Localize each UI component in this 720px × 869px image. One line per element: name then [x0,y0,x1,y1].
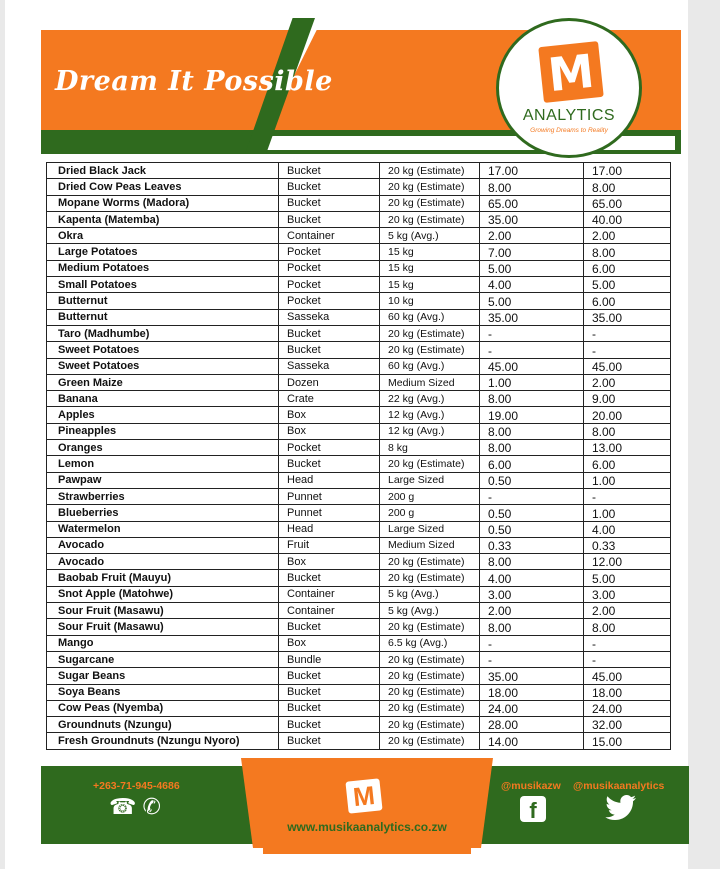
footer-facebook-handle[interactable]: @musikazw [501,780,561,792]
product-cell: Lemon [47,456,279,472]
unit-cell: Bucket [279,179,380,195]
unit-cell: Sasseka [279,358,380,374]
quantity-cell: 20 kg (Estimate) [380,163,480,179]
high-price-cell: 8.00 [584,179,671,195]
unit-cell: Pocket [279,440,380,456]
table-row [47,505,671,521]
quantity-cell: 20 kg (Estimate) [380,700,480,716]
table-row [47,651,671,667]
table-row [47,293,671,309]
high-price-cell: - [584,325,671,341]
low-price-cell: 17.00 [480,163,584,179]
unit-cell: Bundle [279,651,380,667]
high-price-cell: 6.00 [584,260,671,276]
product-cell: Sweet Potatoes [47,358,279,374]
unit-cell: Box [279,407,380,423]
table-row [47,521,671,537]
low-price-cell: 8.00 [480,179,584,195]
low-price-cell: 0.50 [480,472,584,488]
low-price-cell: 6.00 [480,456,584,472]
footer-contact-icons [109,794,161,820]
unit-cell: Pocket [279,293,380,309]
table-row [47,391,671,407]
footer-twitter-handle[interactable]: @musikaanalytics [573,780,665,792]
footer-logo-letter: M [351,779,377,813]
high-price-cell: 2.00 [584,374,671,390]
low-price-cell: 35.00 [480,668,584,684]
high-price-cell: 6.00 [584,456,671,472]
low-price-cell: 7.00 [480,244,584,260]
brand-name: ANALYTICS [522,107,616,124]
unit-cell: Dozen [279,374,380,390]
low-price-cell: 14.00 [480,733,584,749]
product-cell: Pineapples [47,423,279,439]
quantity-cell: 200 g [380,505,480,521]
unit-cell: Crate [279,391,380,407]
brand-logo-letter: M [545,43,597,103]
product-cell: Blueberries [47,505,279,521]
unit-cell: Box [279,635,380,651]
high-price-cell: 65.00 [584,195,671,211]
unit-cell: Container [279,586,380,602]
high-price-cell: 45.00 [584,668,671,684]
table-row [47,717,671,733]
quantity-cell: Medium Sized [380,374,480,390]
quantity-cell: 60 kg (Avg.) [380,309,480,325]
high-price-cell: 5.00 [584,570,671,586]
table-row [47,733,671,749]
product-cell: Groundnuts (Nzungu) [47,717,279,733]
low-price-cell: 24.00 [480,700,584,716]
quantity-cell: 20 kg (Estimate) [380,211,480,227]
product-cell: Sugar Beans [47,668,279,684]
price-sheet-page [5,0,688,869]
product-cell: Avocado [47,537,279,553]
high-price-cell: 35.00 [584,309,671,325]
low-price-cell: 2.00 [480,228,584,244]
product-cell: Banana [47,391,279,407]
quantity-cell: 15 kg [380,260,480,276]
product-cell: Mango [47,635,279,651]
low-price-cell: - [480,651,584,667]
low-price-cell: 18.00 [480,684,584,700]
table-row [47,342,671,358]
table-row [47,537,671,553]
table-row [47,684,671,700]
high-price-cell: 3.00 [584,586,671,602]
table-row [47,700,671,716]
quantity-cell: 20 kg (Estimate) [380,554,480,570]
product-cell: Pawpaw [47,472,279,488]
quantity-cell: 20 kg (Estimate) [380,684,480,700]
low-price-cell: 28.00 [480,717,584,733]
unit-cell: Bucket [279,211,380,227]
high-price-cell: 12.00 [584,554,671,570]
low-price-cell: 19.00 [480,407,584,423]
product-cell: Oranges [47,440,279,456]
quantity-cell: 20 kg (Estimate) [380,570,480,586]
high-price-cell: 32.00 [584,717,671,733]
high-price-cell: 2.00 [584,603,671,619]
unit-cell: Bucket [279,570,380,586]
unit-cell: Bucket [279,195,380,211]
table-row [47,260,671,276]
quantity-cell: 20 kg (Estimate) [380,195,480,211]
quantity-cell: 20 kg (Estimate) [380,619,480,635]
low-price-cell: 4.00 [480,277,584,293]
table-row [47,358,671,374]
product-cell: Small Potatoes [47,277,279,293]
low-price-cell: 1.00 [480,374,584,390]
table-row [47,440,671,456]
footer-phone: +263-71-945-4686 [93,780,180,792]
high-price-cell: 2.00 [584,228,671,244]
product-cell: Okra [47,228,279,244]
price-table-body [47,163,671,750]
product-cell: Dried Cow Peas Leaves [47,179,279,195]
product-cell: Dried Black Jack [47,163,279,179]
low-price-cell: - [480,325,584,341]
high-price-cell: 17.00 [584,163,671,179]
quantity-cell: 15 kg [380,244,480,260]
brand-logo-icon [538,41,604,103]
unit-cell: Sasseka [279,309,380,325]
quantity-cell: 12 kg (Avg.) [380,423,480,439]
high-price-cell: 15.00 [584,733,671,749]
product-cell: Taro (Madhumbe) [47,325,279,341]
table-row [47,554,671,570]
high-price-cell: - [584,635,671,651]
low-price-cell: 8.00 [480,554,584,570]
unit-cell: Fruit [279,537,380,553]
table-row [47,277,671,293]
table-row [47,619,671,635]
unit-cell: Head [279,521,380,537]
quantity-cell: 200 g [380,488,480,504]
unit-cell: Punnet [279,488,380,504]
quantity-cell: 20 kg (Estimate) [380,717,480,733]
quantity-cell: 20 kg (Estimate) [380,733,480,749]
footer-website-link[interactable]: www.musikaanalytics.co.zw [287,820,447,834]
table-row [47,325,671,341]
low-price-cell: 45.00 [480,358,584,374]
quantity-cell: 5 kg (Avg.) [380,586,480,602]
high-price-cell: 1.00 [584,505,671,521]
quantity-cell: 20 kg (Estimate) [380,668,480,684]
quantity-cell: Large Sized [380,521,480,537]
price-table [46,162,671,750]
low-price-cell: - [480,342,584,358]
table-row [47,488,671,504]
high-price-cell: 1.00 [584,472,671,488]
unit-cell: Box [279,554,380,570]
twitter-icon[interactable] [605,794,637,822]
table-row [47,456,671,472]
table-row [47,309,671,325]
quantity-cell: 20 kg (Estimate) [380,651,480,667]
product-cell: Medium Potatoes [47,260,279,276]
quantity-cell: 20 kg (Estimate) [380,456,480,472]
high-price-cell: - [584,342,671,358]
product-cell: Sour Fruit (Masawu) [47,603,279,619]
high-price-cell: 9.00 [584,391,671,407]
product-cell: Large Potatoes [47,244,279,260]
table-row [47,570,671,586]
product-cell: Fresh Groundnuts (Nzungu Nyoro) [47,733,279,749]
high-price-cell: 24.00 [584,700,671,716]
high-price-cell: 6.00 [584,293,671,309]
table-row [47,407,671,423]
low-price-cell: 35.00 [480,211,584,227]
table-row [47,423,671,439]
quantity-cell: 10 kg [380,293,480,309]
low-price-cell: 5.00 [480,293,584,309]
unit-cell: Bucket [279,342,380,358]
table-row [47,163,671,179]
quantity-cell: 20 kg (Estimate) [380,179,480,195]
low-price-cell: 0.33 [480,537,584,553]
brand-tagline: Growing Dreams to Reality [530,127,608,134]
product-cell: Kapenta (Matemba) [47,211,279,227]
quantity-cell: 12 kg (Avg.) [380,407,480,423]
high-price-cell: 8.00 [584,244,671,260]
header-tagline: Dream It Possible [55,66,333,97]
quantity-cell: Medium Sized [380,537,480,553]
high-price-cell: 8.00 [584,423,671,439]
product-cell: Apples [47,407,279,423]
low-price-cell: 8.00 [480,440,584,456]
footer-logo-icon [345,778,382,813]
unit-cell: Head [279,472,380,488]
product-cell: Watermelon [47,521,279,537]
product-cell: Soya Beans [47,684,279,700]
table-row [47,374,671,390]
high-price-cell: 5.00 [584,277,671,293]
product-cell: Snot Apple (Matohwe) [47,586,279,602]
high-price-cell: 4.00 [584,521,671,537]
low-price-cell: 8.00 [480,619,584,635]
quantity-cell: 20 kg (Estimate) [380,342,480,358]
unit-cell: Bucket [279,163,380,179]
low-price-cell: 65.00 [480,195,584,211]
low-price-cell: 0.50 [480,505,584,521]
high-price-cell: 0.33 [584,537,671,553]
low-price-cell: 2.00 [480,603,584,619]
low-price-cell: 8.00 [480,423,584,439]
product-cell: Cow Peas (Nyemba) [47,700,279,716]
high-price-cell: 45.00 [584,358,671,374]
table-row [47,244,671,260]
high-price-cell: 8.00 [584,619,671,635]
low-price-cell: 3.00 [480,586,584,602]
table-row [47,179,671,195]
low-price-cell: - [480,635,584,651]
product-cell: Sugarcane [47,651,279,667]
unit-cell: Bucket [279,733,380,749]
low-price-cell: 0.50 [480,521,584,537]
unit-cell: Pocket [279,244,380,260]
high-price-cell: - [584,651,671,667]
unit-cell: Bucket [279,717,380,733]
low-price-cell: 35.00 [480,309,584,325]
table-row [47,211,671,227]
quantity-cell: 6.5 kg (Avg.) [380,635,480,651]
quantity-cell: 15 kg [380,277,480,293]
unit-cell: Container [279,603,380,619]
product-cell: Green Maize [47,374,279,390]
table-row [47,668,671,684]
product-cell: Sour Fruit (Masawu) [47,619,279,635]
unit-cell: Bucket [279,700,380,716]
low-price-cell: 8.00 [480,391,584,407]
high-price-cell: 40.00 [584,211,671,227]
high-price-cell: 18.00 [584,684,671,700]
high-price-cell: 13.00 [584,440,671,456]
phone-icon: ☎ [109,794,137,819]
quantity-cell: 20 kg (Estimate) [380,325,480,341]
unit-cell: Bucket [279,668,380,684]
unit-cell: Container [279,228,380,244]
unit-cell: Bucket [279,684,380,700]
quantity-cell: 60 kg (Avg.) [380,358,480,374]
low-price-cell: 4.00 [480,570,584,586]
table-row [47,603,671,619]
table-row [47,228,671,244]
high-price-cell: - [584,488,671,504]
whatsapp-icon: ✆ [142,794,161,819]
product-cell: Mopane Worms (Madora) [47,195,279,211]
quantity-cell: 5 kg (Avg.) [380,603,480,619]
unit-cell: Bucket [279,456,380,472]
unit-cell: Pocket [279,260,380,276]
product-cell: Baobab Fruit (Mauyu) [47,570,279,586]
facebook-icon[interactable]: f [520,796,546,822]
high-price-cell: 20.00 [584,407,671,423]
unit-cell: Pocket [279,277,380,293]
table-row [47,472,671,488]
quantity-cell: Large Sized [380,472,480,488]
table-row [47,635,671,651]
table-row [47,195,671,211]
table-row [47,586,671,602]
unit-cell: Bucket [279,619,380,635]
quantity-cell: 5 kg (Avg.) [380,228,480,244]
low-price-cell: - [480,488,584,504]
product-cell: Butternut [47,309,279,325]
quantity-cell: 22 kg (Avg.) [380,391,480,407]
low-price-cell: 5.00 [480,260,584,276]
unit-cell: Punnet [279,505,380,521]
product-cell: Sweet Potatoes [47,342,279,358]
unit-cell: Bucket [279,325,380,341]
product-cell: Avocado [47,554,279,570]
product-cell: Strawberries [47,488,279,504]
unit-cell: Box [279,423,380,439]
quantity-cell: 8 kg [380,440,480,456]
product-cell: Butternut [47,293,279,309]
